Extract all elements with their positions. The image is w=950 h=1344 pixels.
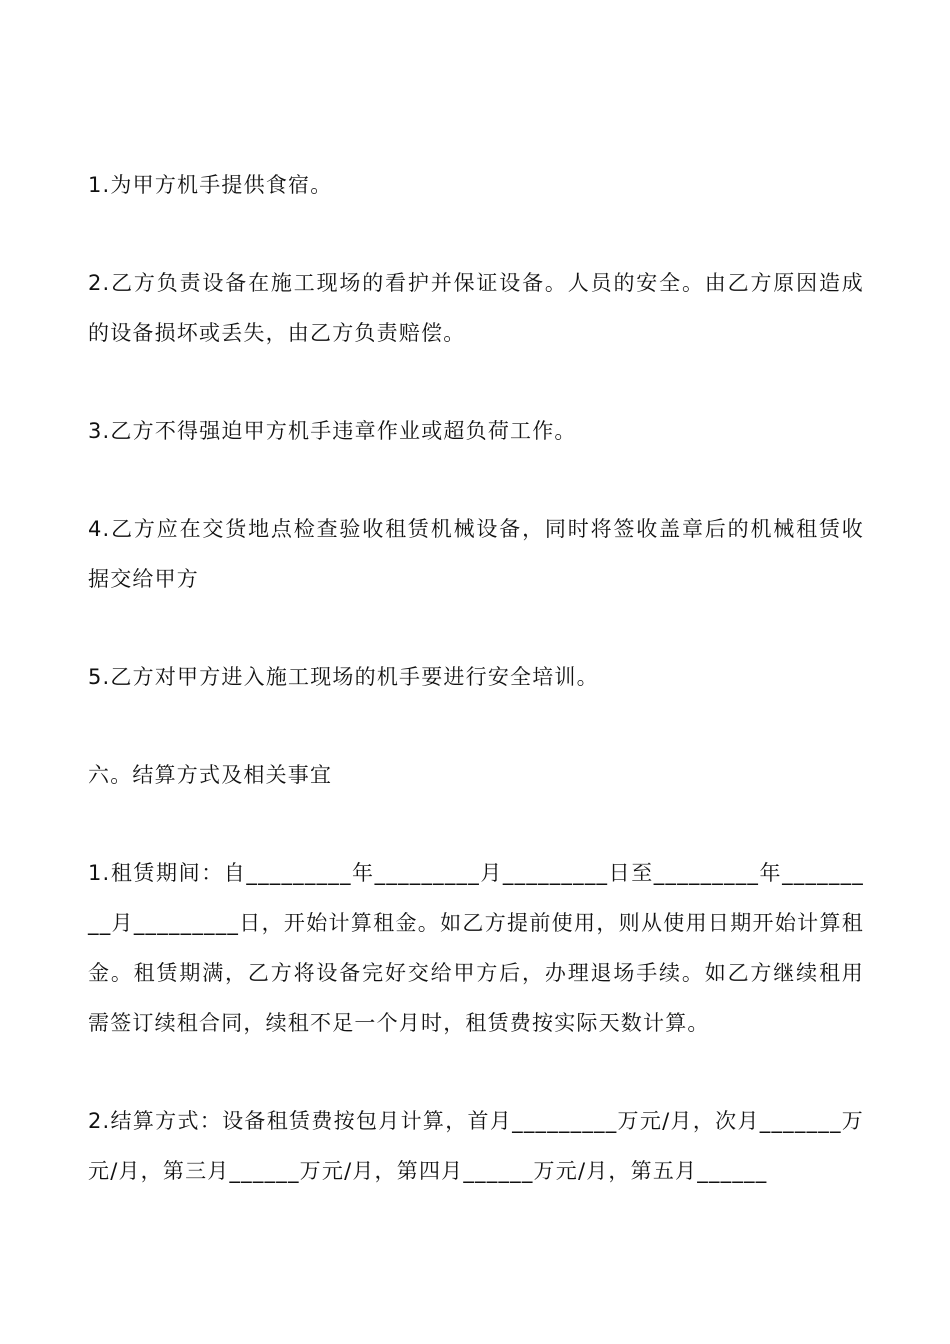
- clause-1-meals: 1.为甲方机手提供食宿。: [88, 173, 333, 197]
- clause-3-no-forced-operation: 3.乙方不得强迫甲方机手违章作业或超负荷工作。: [88, 419, 577, 443]
- section-heading-settlement: 六。结算方式及相关事宜: [88, 763, 333, 787]
- settlement-clause-1-lease-period: 1.租赁期间：自_________年_________月_________日至_________年_________月_________日，开始计算租金。如乙方提前使用，则从使用日期开始计算租金。租赁期满，乙方将设备完好交给甲方后，办理退场手续。如乙方继续租用需签订续租合同，续租不足一个月时，租赁费按实际天数计算。: [88, 861, 864, 1035]
- settlement-clause-2-payment-method: 2.结算方式：设备租赁费按包月计算，首月_________万元/月，次月_______万元/月，第三月______万元/月，第四月______万元/月，第五月______: [88, 1109, 864, 1183]
- document-body: [88, 160, 864, 1244]
- clause-5-safety-training: 5.乙方对甲方进入施工现场的机手要进行安全培训。: [88, 665, 599, 689]
- clause-2-equipment-custody: 2.乙方负责设备在施工现场的看护并保证设备。人员的安全。由乙方原因造成的设备损坏或丢失，由乙方负责赔偿。: [88, 271, 864, 345]
- clause-4-inspection-acceptance: 4.乙方应在交货地点检查验收租赁机械设备，同时将签收盖章后的机械租赁收据交给甲方: [88, 517, 864, 591]
